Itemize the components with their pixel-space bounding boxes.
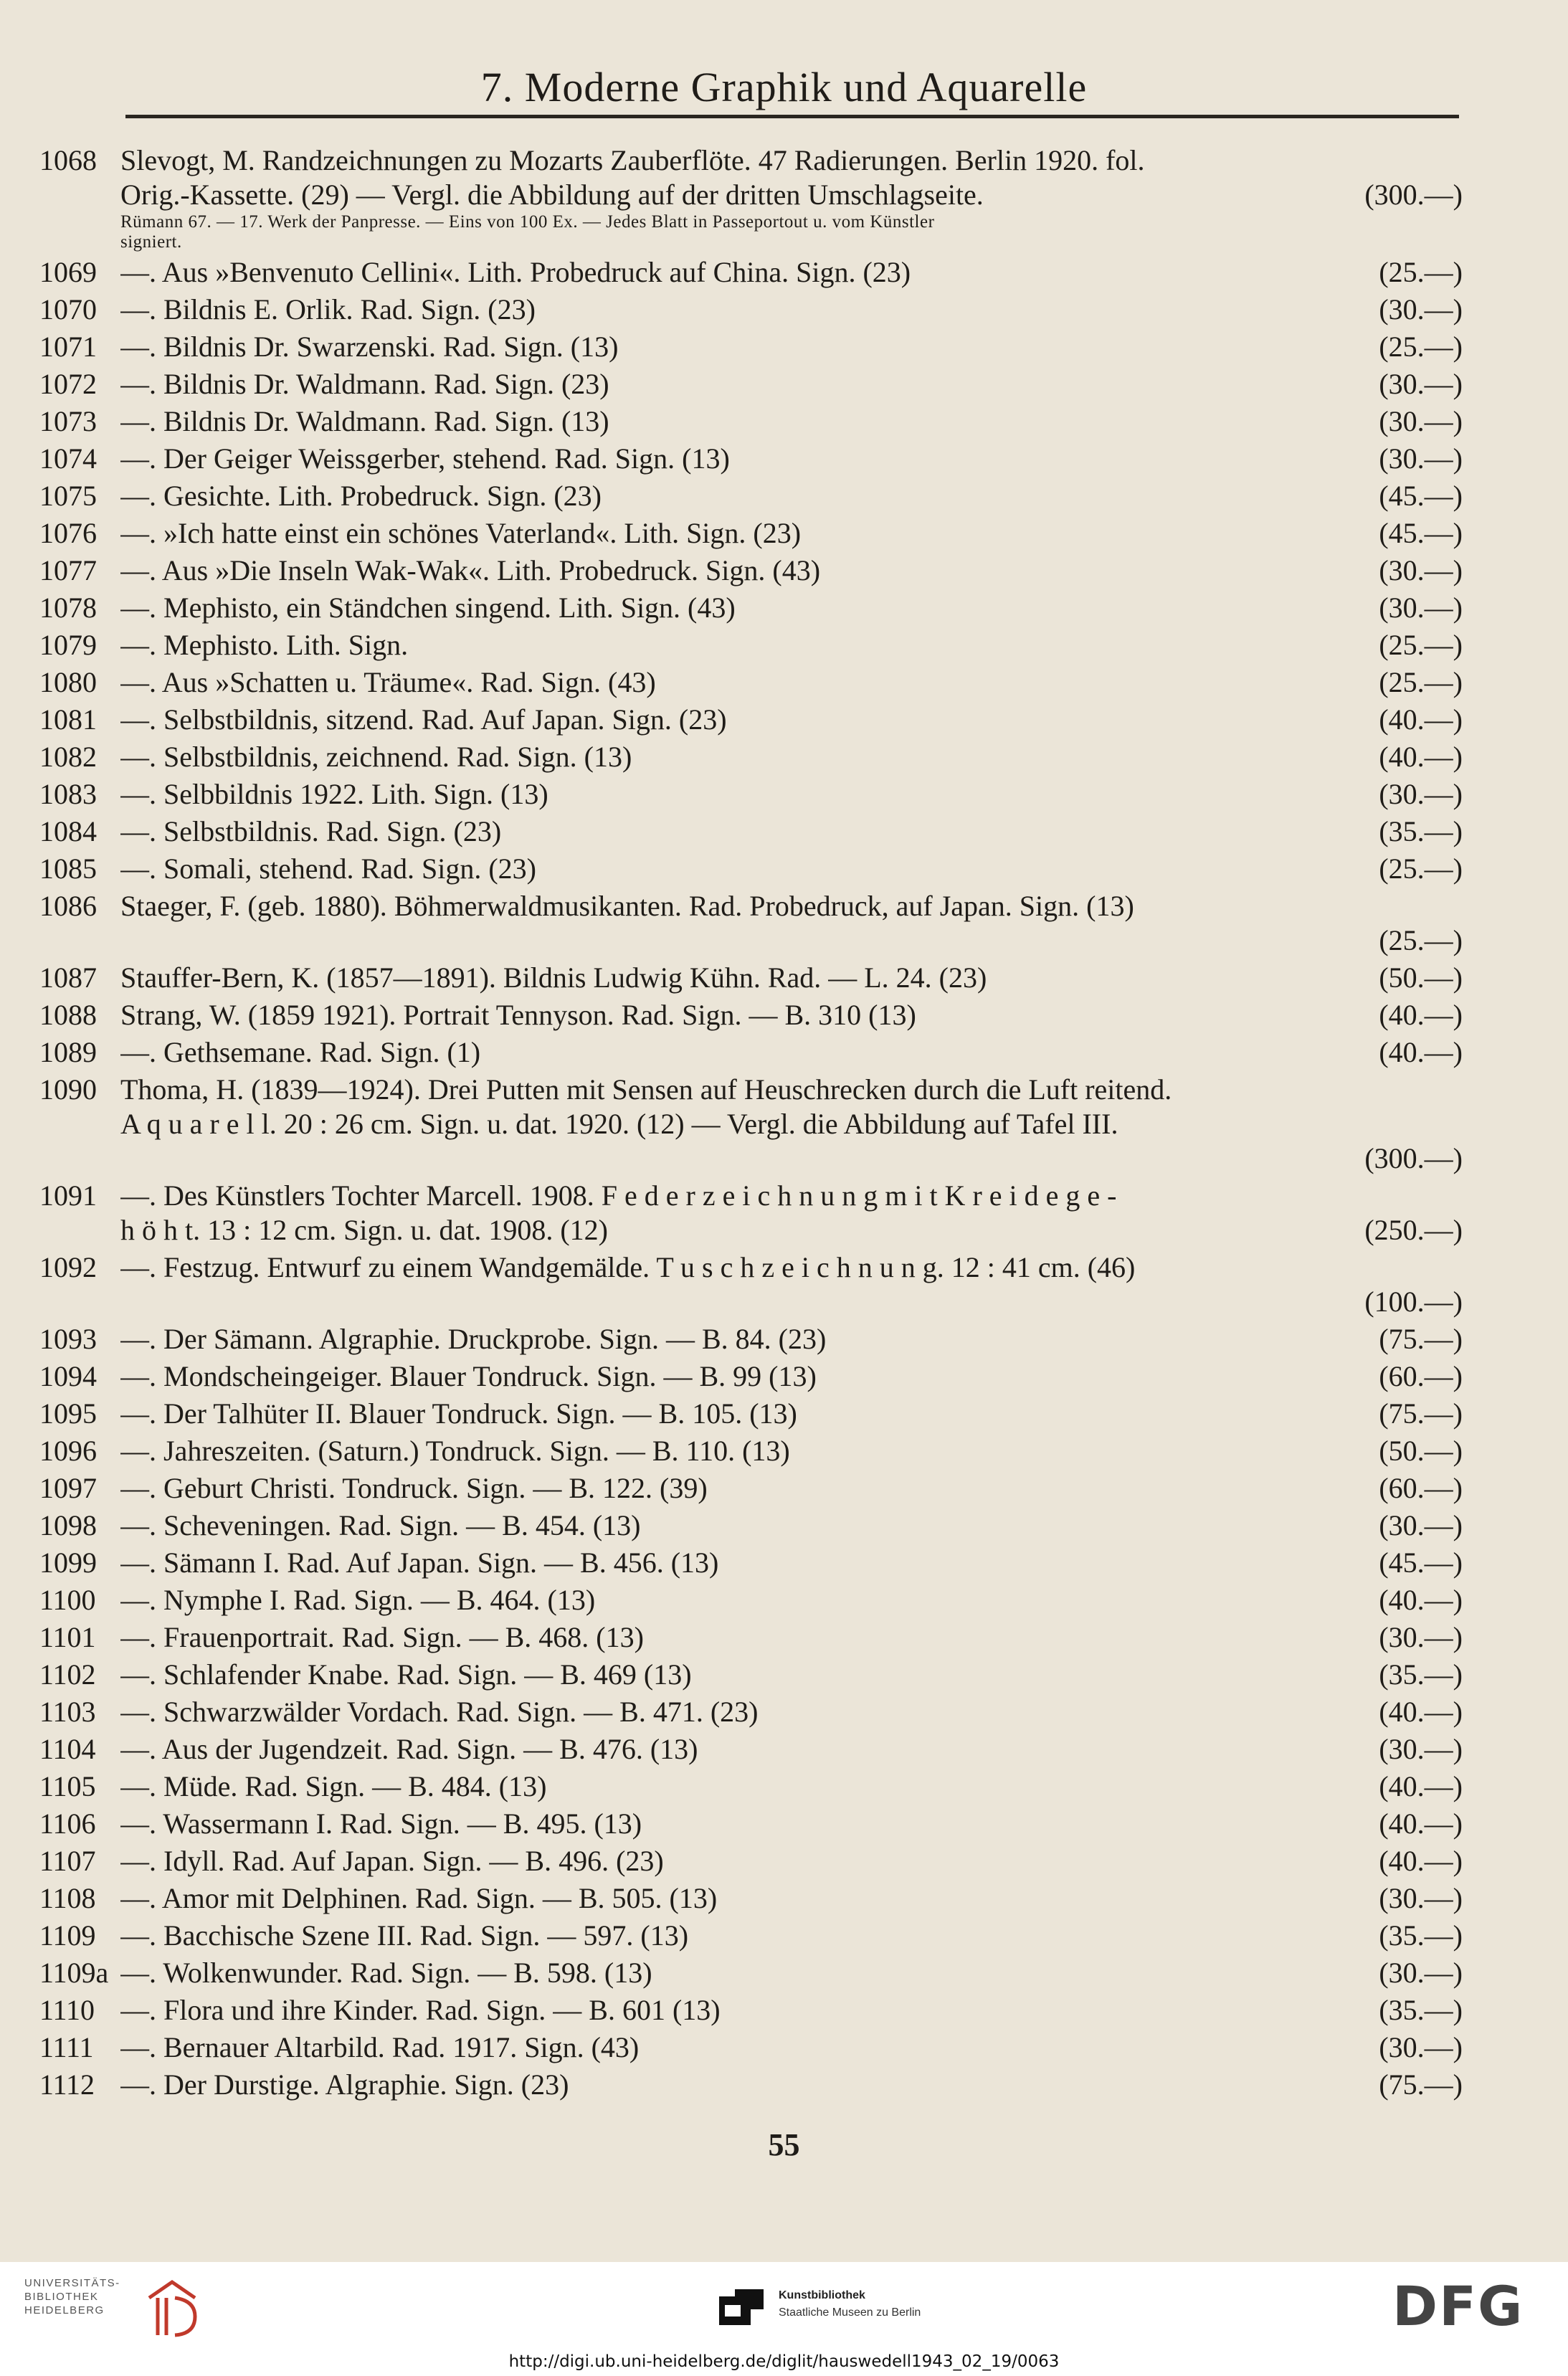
- entry-description: —. Schlafender Knabe. Rad. Sign. — B. 469 (13): [120, 1658, 692, 1691]
- entry-description: —. Schwarzwälder Vordach. Rad. Sign. — B. 471. (23): [120, 1696, 759, 1728]
- catalog-entry: [0, 1322, 1568, 1356]
- lot-number: 1112: [39, 2068, 95, 2101]
- entry-description: —. Der Durstige. Algraphie. Sign. (23): [120, 2068, 569, 2101]
- entry-description: Staeger, F. (geb. 1880). Böhmerwaldmusikanten. Rad. Probedruck, auf Japan. Sign. (13): [120, 890, 1134, 922]
- lot-price: (75.—): [1379, 2068, 1463, 2101]
- kunstbibliothek-mark-icon: [719, 2289, 764, 2325]
- lot-number: 1110: [39, 1994, 95, 2026]
- catalog-entry: [0, 1658, 1568, 1692]
- entry-description: —. Gethsemane. Rad. Sign. (1): [120, 1036, 481, 1068]
- entry-description: —. Bacchische Szene III. Rad. Sign. — 597. (13): [120, 1919, 689, 1952]
- catalog-entry: [0, 1807, 1568, 1841]
- lot-number: 1096: [39, 1435, 97, 1467]
- catalog-entry: [0, 1434, 1568, 1468]
- entry-description: —. Der Sämann. Algraphie. Druckprobe. Sign. — B. 84. (23): [120, 1323, 827, 1355]
- catalog-entry: [0, 1035, 1568, 1070]
- entry-description: —. Bildnis E. Orlik. Rad. Sign. (23): [120, 293, 536, 325]
- entry-description: —. Somali, stehend. Rad. Sign. (23): [120, 852, 536, 885]
- lot-price: (250.—): [1364, 1214, 1463, 1246]
- lot-price: (45.—): [1379, 480, 1463, 512]
- entry-description: —. Amor mit Delphinen. Rad. Sign. — B. 505. (13): [120, 1882, 718, 1914]
- entry-description: Strang, W. (1859 1921). Portrait Tennyson. Rad. Sign. — B. 310 (13): [120, 999, 916, 1031]
- source-url-link[interactable]: http://digi.ub.uni-heidelberg.de/diglit/hauswedell1943_02_19/0063: [508, 2352, 1060, 2371]
- catalog-entry: [0, 1620, 1568, 1655]
- lot-price: (30.—): [1379, 293, 1463, 325]
- logo-text-line: UNIVERSITÄTS-: [24, 2277, 120, 2289]
- catalog-entry: [0, 1397, 1568, 1431]
- kunstbibliothek-logo[interactable]: [719, 2278, 1020, 2328]
- lot-number: 1107: [39, 1845, 96, 1877]
- lot-number: 1089: [39, 1036, 97, 1068]
- catalog-entry: [0, 1179, 1568, 1248]
- lot-price: (50.—): [1379, 961, 1463, 994]
- lot-price: (40.—): [1379, 1807, 1463, 1840]
- lot-number: 1086: [39, 890, 97, 922]
- lot-number: 1088: [39, 999, 97, 1031]
- entry-description: —. Bildnis Dr. Waldmann. Rad. Sign. (23): [120, 368, 609, 400]
- catalog-entry: [0, 628, 1568, 662]
- page-number: 55: [768, 2127, 800, 2162]
- lot-price: (40.—): [1379, 1584, 1463, 1616]
- lot-number: 1073: [39, 405, 97, 437]
- entry-description: —. Jahreszeiten. (Saturn.) Tondruck. Sign. — B. 110. (13): [120, 1435, 790, 1467]
- entry-description: —. Aus »Schatten u. Träume«. Rad. Sign. (43): [120, 666, 656, 698]
- lot-price: (30.—): [1379, 591, 1463, 624]
- catalog-entry: [0, 665, 1568, 700]
- lot-number: 1087: [39, 961, 97, 994]
- entry-description: —. Scheveningen. Rad. Sign. — B. 454. (13): [120, 1509, 641, 1541]
- lot-number: 1093: [39, 1323, 97, 1355]
- catalog-entry: [0, 404, 1568, 439]
- lot-number: 1068: [39, 144, 97, 176]
- lot-number: 1071: [39, 331, 97, 363]
- entry-description: —. Des Künstlers Tochter Marcell. 1908. F e d e r z e i c h n u n g m i t K r e i d e g e -: [120, 1179, 1117, 1212]
- lot-price: (35.—): [1379, 815, 1463, 847]
- lot-price: (25.—): [1379, 256, 1463, 288]
- university-library-mark-icon: [143, 2276, 208, 2341]
- catalog-entry: [0, 1546, 1568, 1580]
- lot-number: 1102: [39, 1658, 96, 1691]
- catalog-entry: [0, 1769, 1568, 1804]
- catalog-entry: [0, 1881, 1568, 1916]
- lot-number: 1108: [39, 1882, 96, 1914]
- catalog-entry: [0, 852, 1568, 886]
- catalog-entry: [0, 516, 1568, 551]
- lot-price: (25.—): [1379, 331, 1463, 363]
- lot-number: 1099: [39, 1546, 97, 1579]
- entry-description: —. Müde. Rad. Sign. — B. 484. (13): [120, 1770, 547, 1802]
- entry-description: —. Frauenportrait. Rad. Sign. — B. 468. (13): [120, 1621, 644, 1653]
- catalog-entry: [0, 442, 1568, 476]
- catalog-entry: [0, 1583, 1568, 1617]
- entry-description: —. Selbbildnis 1922. Lith. Sign. (13): [120, 778, 548, 810]
- lot-price: (45.—): [1379, 1546, 1463, 1579]
- entry-description: —. Sämann I. Rad. Auf Japan. Sign. — B. 456. (13): [120, 1546, 719, 1579]
- catalog-entry: [0, 814, 1568, 849]
- lot-price: (40.—): [1379, 1696, 1463, 1728]
- entry-description: —. Selbstbildnis, sitzend. Rad. Auf Japan. Sign. (23): [120, 703, 727, 736]
- lot-number: 1094: [39, 1360, 97, 1392]
- entry-description: —. Festzug. Entwurf zu einem Wandgemälde. T u s c h z e i c h n u n g. 12 : 41 cm. (46): [120, 1251, 1136, 1283]
- lot-number: 1109: [39, 1919, 96, 1952]
- entry-description: Orig.-Kassette. (29) — Vergl. die Abbildung auf der dritten Umschlagseite.: [120, 179, 984, 211]
- entry-description: —. Aus »Benvenuto Cellini«. Lith. Probedruck auf China. Sign. (23): [120, 256, 911, 288]
- logo-text-line: BIBLIOTHEK: [24, 2291, 99, 2303]
- entry-description: —. Bildnis Dr. Waldmann. Rad. Sign. (13): [120, 405, 609, 437]
- catalog-entry: [0, 1359, 1568, 1394]
- catalog-entry: [0, 330, 1568, 364]
- entry-description: —. Aus der Jugendzeit. Rad. Sign. — B. 476. (13): [120, 1733, 698, 1765]
- lot-price: (30.—): [1379, 405, 1463, 437]
- entry-description: —. Aus »Die Inseln Wak-Wak«. Lith. Probedruck. Sign. (43): [120, 554, 821, 586]
- catalog-entry: [0, 1508, 1568, 1543]
- entry-description: —. Selbstbildnis. Rad. Sign. (23): [120, 815, 502, 847]
- lot-number: 1091: [39, 1179, 97, 1212]
- lot-price: (30.—): [1379, 1509, 1463, 1541]
- dfg-logo-text: DFG: [1392, 2282, 1524, 2331]
- entry-description: —. Nymphe I. Rad. Sign. — B. 464. (13): [120, 1584, 596, 1616]
- catalog-entry: [0, 143, 1568, 252]
- dfg-logo[interactable]: [1392, 2282, 1552, 2331]
- entry-description: —. Flora und ihre Kinder. Rad. Sign. — B. 601 (13): [120, 1994, 721, 2026]
- entry-description: —. Bernauer Altarbild. Rad. 1917. Sign. (43): [120, 2031, 640, 2063]
- lot-price: (35.—): [1379, 1919, 1463, 1952]
- lot-price: (30.—): [1379, 778, 1463, 810]
- kunstbibliothek-subtitle: Staatliche Museen zu Berlin: [779, 2306, 921, 2319]
- entry-description: —. Mephisto, ein Ständchen singend. Lith. Sign. (43): [120, 591, 736, 624]
- entry-description: —. Mondscheingeiger. Blauer Tondruck. Sign. — B. 99 (13): [120, 1360, 817, 1392]
- lot-number: 1081: [39, 703, 97, 736]
- catalog-entry: [0, 2068, 1568, 2102]
- entry-description: —. Gesichte. Lith. Probedruck. Sign. (23): [120, 480, 602, 512]
- entry-description: —. Der Talhüter II. Blauer Tondruck. Sign. — B. 105. (13): [120, 1397, 797, 1430]
- entry-description: —. Wassermann I. Rad. Sign. — B. 495. (13): [120, 1807, 642, 1840]
- catalog-entry: [0, 255, 1568, 290]
- lot-number: 1075: [39, 480, 97, 512]
- lot-price: (75.—): [1379, 1397, 1463, 1430]
- footer: [0, 2262, 1568, 2376]
- entry-description: —. Bildnis Dr. Swarzenski. Rad. Sign. (13): [120, 331, 619, 363]
- lot-price: (45.—): [1379, 517, 1463, 549]
- lot-price: (300.—): [1364, 1142, 1463, 1174]
- entry-description: —. Idyll. Rad. Auf Japan. Sign. — B. 496. (23): [120, 1845, 664, 1877]
- lot-price: (40.—): [1379, 1770, 1463, 1802]
- lot-price: (100.—): [1364, 1286, 1463, 1318]
- lot-number: 1084: [39, 815, 97, 847]
- lot-number: 1101: [39, 1621, 96, 1653]
- lot-number: 1078: [39, 591, 97, 624]
- entry-description: A q u a r e l l. 20 : 26 cm. Sign. u. dat. 1920. (12) — Vergl. die Abbildung auf Tafel III.: [120, 1108, 1118, 1140]
- entry-description: Slevogt, M. Randzeichnungen zu Mozarts Zauberflöte. 47 Radierungen. Berlin 1920. fol.: [120, 144, 1145, 176]
- catalog-entry: [0, 367, 1568, 401]
- catalog-entry: [0, 740, 1568, 774]
- lot-price: (75.—): [1379, 1323, 1463, 1355]
- lot-price: (300.—): [1364, 179, 1463, 211]
- lot-price: (50.—): [1379, 1435, 1463, 1467]
- lot-number: 1069: [39, 256, 97, 288]
- lot-number: 1109a: [39, 1957, 109, 1989]
- title-rule: [125, 115, 1459, 118]
- university-library-logo[interactable]: [24, 2276, 211, 2341]
- entry-description: h ö h t. 13 : 12 cm. Sign. u. dat. 1908. (12): [120, 1214, 608, 1246]
- logo-text-line: HEIDELBERG: [24, 2304, 105, 2316]
- lot-number: 1074: [39, 442, 97, 475]
- lot-price: (30.—): [1379, 442, 1463, 475]
- lot-price: (25.—): [1379, 629, 1463, 661]
- lot-number: 1104: [39, 1733, 96, 1765]
- lot-price: (25.—): [1379, 924, 1463, 956]
- catalog-entry: [0, 998, 1568, 1032]
- catalog-entry: [0, 1073, 1568, 1176]
- catalog-entry: [0, 889, 1568, 958]
- lot-number: 1082: [39, 741, 97, 773]
- lot-number: 1090: [39, 1073, 97, 1106]
- catalog-entry: [0, 1844, 1568, 1878]
- catalog-entry: [0, 1695, 1568, 1729]
- lot-number: 1105: [39, 1770, 96, 1802]
- catalog-entry: [0, 293, 1568, 327]
- lot-price: (30.—): [1379, 1882, 1463, 1914]
- entry-description: —. Der Geiger Weissgerber, stehend. Rad. Sign. (13): [120, 442, 730, 475]
- lot-price: (30.—): [1379, 368, 1463, 400]
- lot-price: (40.—): [1379, 1845, 1463, 1877]
- lot-price: (40.—): [1379, 999, 1463, 1031]
- entry-description: Thoma, H. (1839—1924). Drei Putten mit Sensen auf Heuschrecken durch die Luft reitend.: [120, 1073, 1172, 1106]
- entry-note: Rümann 67. — 17. Werk der Panpresse. — Eins von 100 Ex. — Jedes Blatt in Passeportout u. vom Künstler: [120, 212, 935, 232]
- lot-number: 1085: [39, 852, 97, 885]
- entry-description: —. Wolkenwunder. Rad. Sign. — B. 598. (13): [120, 1957, 652, 1989]
- lot-number: 1070: [39, 293, 97, 325]
- catalog-entry: [0, 479, 1568, 513]
- kunstbibliothek-name: Kunstbibliothek: [779, 2289, 865, 2301]
- lot-number: 1077: [39, 554, 97, 586]
- lot-price: (35.—): [1379, 1658, 1463, 1691]
- catalog-entry: [0, 703, 1568, 737]
- catalog-entry: [0, 961, 1568, 995]
- lot-price: (30.—): [1379, 1957, 1463, 1989]
- lot-price: (40.—): [1379, 1036, 1463, 1068]
- lot-number: 1076: [39, 517, 97, 549]
- lot-price: (30.—): [1379, 554, 1463, 586]
- lot-price: (40.—): [1379, 703, 1463, 736]
- catalog-entry: [0, 553, 1568, 588]
- entry-description: —. »Ich hatte einst ein schönes Vaterland«. Lith. Sign. (23): [120, 517, 802, 549]
- lot-price: (30.—): [1379, 2031, 1463, 2063]
- entry-note: signiert.: [120, 232, 182, 252]
- university-library-logo-text: [24, 2276, 143, 2317]
- lot-price: (60.—): [1379, 1472, 1463, 1504]
- catalog-entry: [0, 591, 1568, 625]
- entry-description: —. Selbstbildnis, zeichnend. Rad. Sign. (13): [120, 741, 632, 773]
- catalog-entry: [0, 2030, 1568, 2065]
- lot-number: 1095: [39, 1397, 97, 1430]
- catalog-entry: [0, 1956, 1568, 1990]
- lot-number: 1072: [39, 368, 97, 400]
- lot-number: 1098: [39, 1509, 97, 1541]
- catalog-entry: [0, 1471, 1568, 1506]
- lot-price: (35.—): [1379, 1994, 1463, 2026]
- entry-description: Stauffer-Bern, K. (1857—1891). Bildnis Ludwig Kühn. Rad. — L. 24. (23): [120, 961, 987, 994]
- page-title: 7. Moderne Graphik und Aquarelle: [480, 64, 1088, 110]
- lot-number: 1111: [39, 2031, 94, 2063]
- lot-number: 1083: [39, 778, 97, 810]
- lot-price: (60.—): [1379, 1360, 1463, 1392]
- entry-description: —. Mephisto. Lith. Sign.: [120, 629, 409, 661]
- catalog-entry: [0, 777, 1568, 812]
- catalog-entry: [0, 1993, 1568, 2028]
- lot-price: (25.—): [1379, 666, 1463, 698]
- lot-number: 1100: [39, 1584, 96, 1616]
- lot-number: 1092: [39, 1251, 97, 1283]
- catalog-entry: [0, 1732, 1568, 1767]
- lot-price: (25.—): [1379, 852, 1463, 885]
- lot-number: 1080: [39, 666, 97, 698]
- entry-description: —. Geburt Christi. Tondruck. Sign. — B. 122. (39): [120, 1472, 708, 1504]
- lot-number: 1097: [39, 1472, 97, 1504]
- catalog-entry: [0, 1919, 1568, 1953]
- lot-number: 1106: [39, 1807, 96, 1840]
- lot-number: 1079: [39, 629, 97, 661]
- lot-number: 1103: [39, 1696, 96, 1728]
- lot-price: (40.—): [1379, 741, 1463, 773]
- catalog-entry: [0, 1250, 1568, 1319]
- lot-price: (30.—): [1379, 1733, 1463, 1765]
- catalog-entries: [0, 143, 1568, 2129]
- lot-price: (30.—): [1379, 1621, 1463, 1653]
